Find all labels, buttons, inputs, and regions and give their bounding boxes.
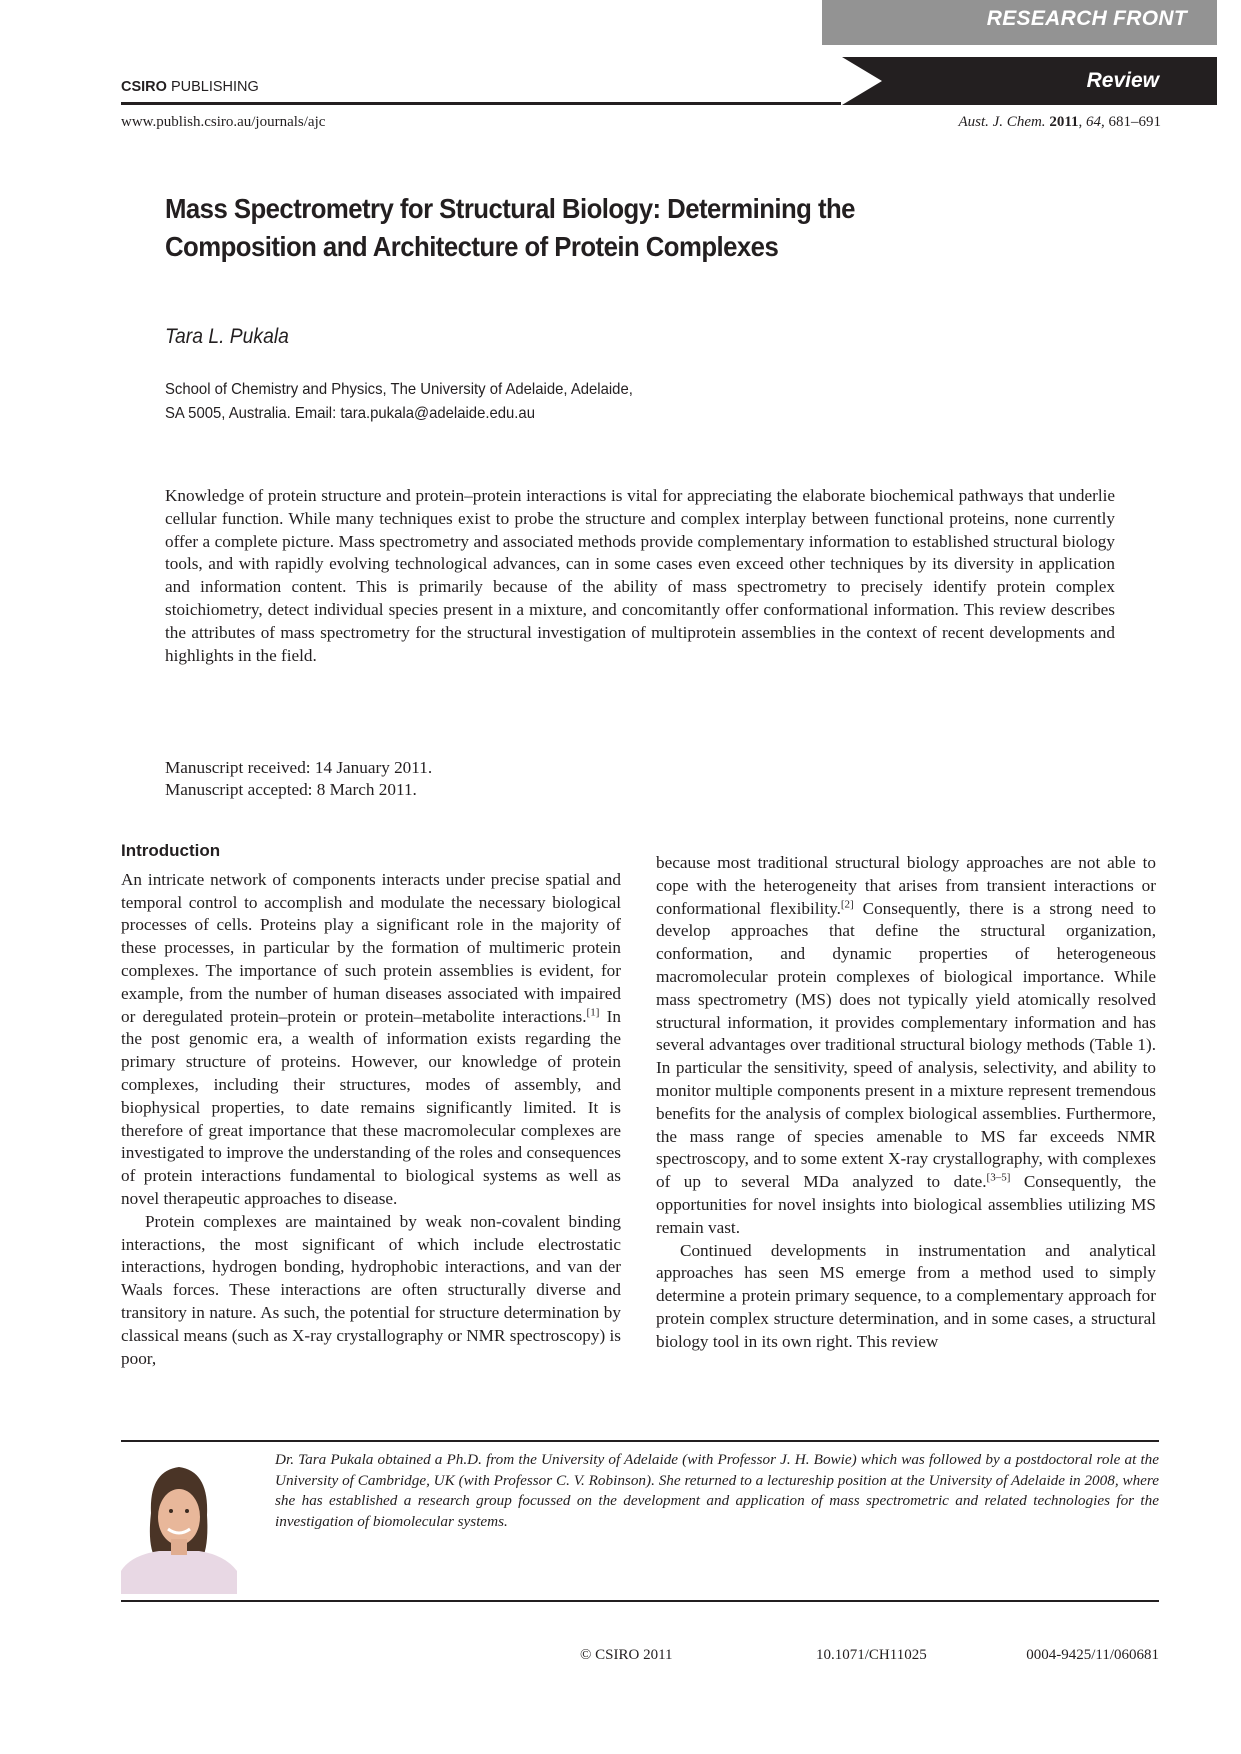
- body-column-right: [656, 852, 1156, 1354]
- accepted-date: Manuscript accepted: 8 March 2011.: [165, 779, 417, 799]
- bio-top-rule: [121, 1440, 1159, 1442]
- abstract: Knowledge of protein structure and protein–protein interactions is vital for appreciating the elaborate biochemical pathways that underlie cellular function. While many techniques exist to probe the structure and complex interplay between functional proteins, none currently offer a complete picture. Mass spectrometry and associated methods provide complementary information to established structural biology tools, and with rapidly evolving technological advances, can in some cases even exceed other techniques by its diversity in application and information content. This is primarily because of the ability of mass spectrometry to precisely identify protein complex stoichiometry, detect individual species present in a mixture, and concomitantly offer conformational information. This review describes the attributes of mass spectrometry for the structural investigation of multiprotein assemblies in the context of recent developments and highlights in the field.: [165, 486, 1115, 665]
- header-rule: [121, 102, 841, 105]
- author-photo: [121, 1453, 237, 1594]
- section-banner-label: RESEARCH FRONT: [986, 7, 1187, 30]
- article-type-label: Review: [1086, 69, 1159, 92]
- manuscript-dates: [165, 757, 432, 800]
- reference-link[interactable]: [3–5]: [986, 1171, 1011, 1184]
- reference-link[interactable]: [2]: [840, 897, 854, 910]
- citation: Aust. J. Chem. 2011, 64, 681–691: [958, 114, 1161, 130]
- paragraph: An intricate network of components interacts under precise spatial and temporal control to accomplish and modulate the necessary biological processes of cells. Proteins play a significant role in the majority of these processes, in particular by the formation of multimeric protein complexes. The importance of such protein assemblies is evident, for example, from the number of human diseases associated with impaired or deregulated protein–protein or protein–metabolite interactions.[1] In the post genomic era, a wealth of information exists regarding the primary structure of proteins. However, our knowledge of protein complexes, including their structures, modes of assembly, and biophysical properties, to date remains significantly limited. It is therefore of great importance that these macromolecular complexes are investigated to improve the understanding of the roles and consequences of protein interactions fundamental to biological systems as well as novel therapeutic approaches to disease.: [121, 869, 621, 1208]
- doi[interactable]: 10.1071/CH11025: [816, 1647, 927, 1663]
- bio-bottom-rule: [121, 1600, 1159, 1602]
- author-bio: Dr. Tara Pukala obtained a Ph.D. from the University of Adelaide (with Professor J. H. Bowie) which was followed by a postdoctoral role at the University of Cambridge, UK (with Professor C. V. Robinson). She returned to a lectureship position at the University of Adelaide in 2008, where she has established a research group focussed on the development and application of mass spectrometric and related technologies for the investigation of biomolecular systems.: [275, 1451, 1159, 1530]
- paragraph: because most traditional structural biology approaches are not able to cope with the heterogeneity that arises from transient interactions or conformational flexibility.[2] Consequently, there is a strong need to develop approaches that define the structural organization, conformation, and dynamic properties of heterogeneous macromolecular protein complexes of biological importance. While mass spectrometry (MS) does not typically yield atomically resolved structural information, it provides complementary information and has several advantages over traditional structural biology methods (Table 1). In particular the sensitivity, speed of analysis, selectivity, and ability to monitor multiple components present in a mixture represent tremendous benefits for the analysis of complex biological assemblies. Furthermore, the mass range of species amenable to MS far exceeds NMR spectroscopy, and to some extent X-ray crystallography, with complexes of up to several MDa analyzed to date.[3–5] Consequently, the opportunities for novel insights into biological assemblies utilizing MS remain vast.: [656, 853, 1157, 1237]
- journal-url[interactable]: www.publish.csiro.au/journals/ajc: [121, 114, 326, 130]
- author-name: Tara L. Pukala: [165, 325, 289, 348]
- section-heading: Introduction: [121, 841, 221, 860]
- body-column-left: [121, 840, 621, 1370]
- paragraph: Continued developments in instrumentation and analytical approaches has seen MS emerge from a method used to simply determine a protein primary sequence, to a complementary approach for protein complex structure determination, and in some cases, a structural biology tool in its own right. This review: [656, 1240, 1156, 1351]
- received-date: Manuscript received: 14 January 2011.: [165, 758, 433, 777]
- reference-link[interactable]: [1]: [586, 1005, 600, 1018]
- page-title: Mass Spectrometry for Structural Biology: Determining the Composition and Architecture of Protein Complexes: [165, 193, 855, 262]
- arrow-notch-icon: [832, 57, 882, 105]
- article-type-banner: [832, 57, 1217, 105]
- copyright: © CSIRO 2011: [580, 1647, 673, 1663]
- publisher-name: CSIRO PUBLISHING: [121, 79, 259, 95]
- affiliation: School of Chemistry and Physics, The University of Adelaide, Adelaide, SA 5005, Australia. Email: tara.pukala@adelaide.edu.au: [165, 381, 633, 422]
- research-front-banner: [822, 0, 1217, 45]
- paragraph: Protein complexes are maintained by weak non-covalent binding interactions, the most significant of which include electrostatic interactions, hydrogen bonding, hydrophobic interactions, and van der Waals forces. These interactions are often structurally diverse and transitory in nature. As such, the potential for structure determination by classical means (such as X-ray crystallography or NMR spectroscopy) is poor,: [121, 1211, 621, 1368]
- issn: 0004-9425/11/060681: [1026, 1647, 1159, 1663]
